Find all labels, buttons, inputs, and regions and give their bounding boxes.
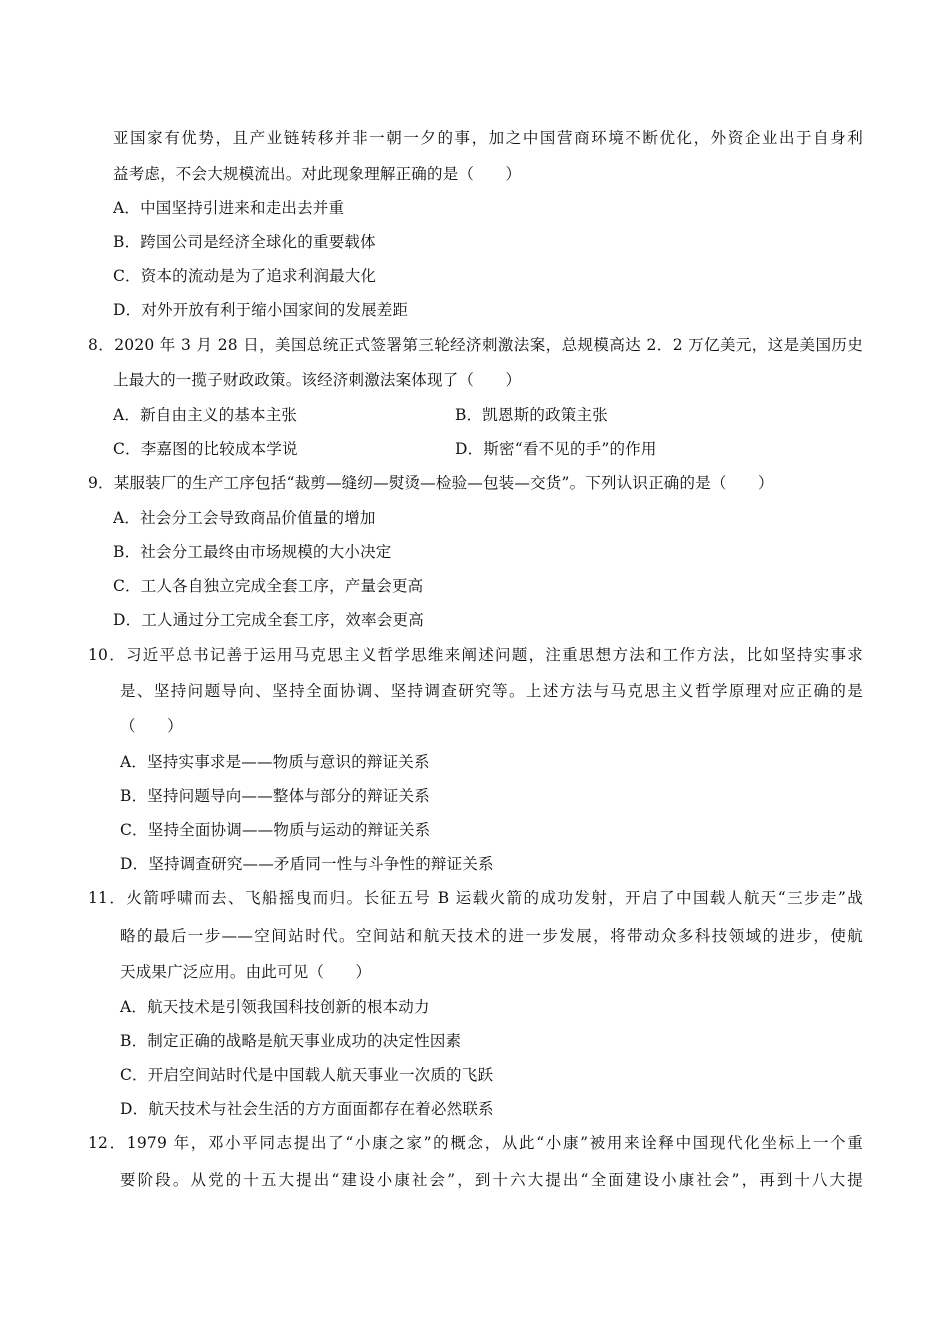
q8-option-b: B．凯恩斯的政策主张 (455, 406, 608, 424)
q11-option-a: A．航天技术是引领我国科技创新的根本动力 (120, 998, 430, 1016)
q12-stem-line-1: 12．1979 年，邓小平同志提出了“小康之家”的概念，从此“小康”被用来诠释中国现代化坐标上一个重 (88, 1134, 863, 1152)
q10-stem-line-2: 是、坚持问题导向、坚持全面协调、坚持调查研究等。上述方法与马克思主义哲学原理对应正确的是 (120, 682, 863, 700)
q11-option-b: B．制定正确的战略是航天事业成功的决定性因素 (120, 1032, 462, 1050)
q9-option-b: B．社会分工最终由市场规模的大小决定 (113, 543, 392, 561)
q9-option-a: A．社会分工会导致商品价值量的增加 (113, 509, 376, 527)
q11-option-c: C．开启空间站时代是中国载人航天事业一次质的飞跃 (120, 1066, 494, 1084)
q8-option-a: A．新自由主义的基本主张 (113, 406, 298, 424)
q8-option-c: C．李嘉图的比较成本学说 (113, 440, 298, 458)
q9-stem: 9．某服装厂的生产工序包括“裁剪—缝纫—熨烫—检验—包装—交货”。下列认识正确的是（ ） (88, 474, 774, 492)
q12-stem-line-2: 要阶段。从党的十五大提出“建设小康社会”，到十六大提出“全面建设小康社会”，再到十八大提 (120, 1171, 863, 1189)
q11-stem-line-2: 略的最后一步——空间站时代。空间站和航天技术的进一步发展，将带动众多科技领域的进步，使航 (120, 927, 863, 945)
q10-stem-line-3: （ ） (120, 717, 183, 735)
q9-option-c: C．工人各自独立完成全套工序，产量会更高 (113, 577, 424, 595)
q10-option-a: A．坚持实事求是——物质与意识的辩证关系 (120, 753, 430, 771)
q7-option-c: C．资本的流动是为了追求利润最大化 (113, 267, 377, 285)
q11-option-d: D．航天技术与社会生活的方方面面都存在着必然联系 (120, 1100, 494, 1118)
q11-stem-line-3: 天成果广泛应用。由此可见（ ） (120, 963, 372, 981)
q7-option-b: B．跨国公司是经济全球化的重要载体 (113, 233, 376, 251)
q10-option-b: B．坚持问题导向——整体与部分的辩证关系 (120, 787, 430, 805)
q10-stem-line-1: 10．习近平总书记善于运用马克思主义哲学思维来阐述问题，注重思想方法和工作方法，比如坚持实事求 (88, 646, 863, 664)
q8-option-d: D．斯密“看不见的手”的作用 (455, 440, 657, 458)
continuation-text-line-1: 亚国家有优势，且产业链转移并非一朝一夕的事，加之中国营商环境不断优化，外资企业出于自身利 (113, 129, 863, 147)
q10-option-d: D．坚持调查研究——矛盾同一性与斗争性的辩证关系 (120, 855, 494, 873)
q7-option-a: A．中国坚持引进来和走出去并重 (113, 199, 345, 217)
q11-stem-line-1: 11．火箭呼啸而去、飞船摇曳而归。长征五号 B 运载火箭的成功发射，开启了中国载人航天“三步走”战 (88, 889, 863, 907)
q7-option-d: D．对外开放有利于缩小国家间的发展差距 (113, 301, 409, 319)
q8-stem-line-1: 8．2020 年 3 月 28 日，美国总统正式签署第三轮经济刺激法案，总规模高达 2．2 万亿美元，这是美国历史 (88, 336, 863, 354)
q10-option-c: C．坚持全面协调——物质与运动的辩证关系 (120, 821, 431, 839)
continuation-text-line-2: 益考虑，不会大规模流出。对此现象理解正确的是（ ） (113, 165, 522, 183)
q9-option-d: D．工人通过分工完成全套工序，效率会更高 (113, 611, 424, 629)
q8-stem-line-2: 上最大的一揽子财政政策。该经济刺激法案体现了（ ） (113, 371, 522, 389)
